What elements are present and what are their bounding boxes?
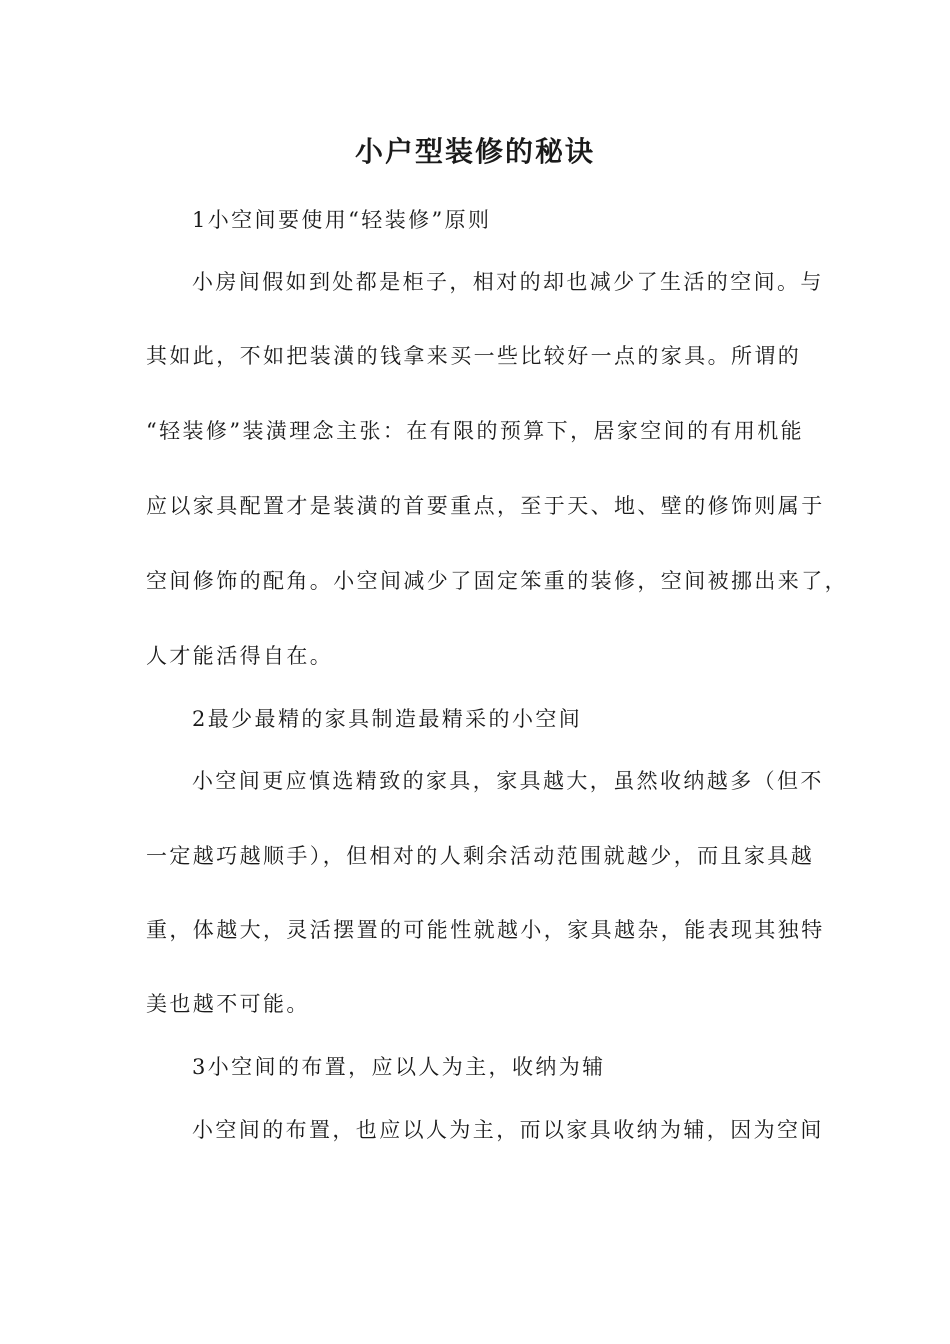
paragraph-line: 小空间的布置，也应以人为主，而以家具收纳为辅，因为空间 [192, 1118, 824, 1142]
section-heading-1: 1小空间要使用“轻装修”原则 [192, 208, 492, 232]
paragraph-line: 空间修饰的配角。小空间减少了固定笨重的装修，空间被挪出来了， [146, 569, 848, 593]
paragraph-line: 重，体越大，灵活摆置的可能性就越小，家具越杂，能表现其独特 [146, 918, 825, 942]
paragraph-line: 人才能活得自在。 [146, 644, 334, 668]
paragraph-line: 一定越巧越顺手），但相对的人剩余活动范围就越少，而且家具越 [146, 844, 815, 868]
document-title: 小户型装修的秘诀 [354, 135, 595, 168]
paragraph-line: 小空间更应慎选精致的家具，家具越大，虽然收纳越多（但不 [192, 769, 824, 793]
paragraph-line: 小房间假如到处都是柜子，相对的却也减少了生活的空间。与 [192, 270, 824, 294]
section-heading-2: 2最少最精的家具制造最精采的小空间 [192, 707, 583, 731]
paragraph-line: 美也越不可能。 [146, 992, 310, 1016]
paragraph-line: “轻装修”装潢理念主张：在有限的预算下，居家空间的有用机能 [146, 419, 805, 443]
section-heading-3: 3小空间的布置，应以人为主，收纳为辅 [192, 1055, 606, 1079]
paragraph-line: 其如此，不如把装潢的钱拿来买一些比较好一点的家具。所谓的 [146, 344, 802, 368]
paragraph-line: 应以家具配置才是装潢的首要重点，至于天、地、壁的修饰则属于 [146, 494, 825, 518]
